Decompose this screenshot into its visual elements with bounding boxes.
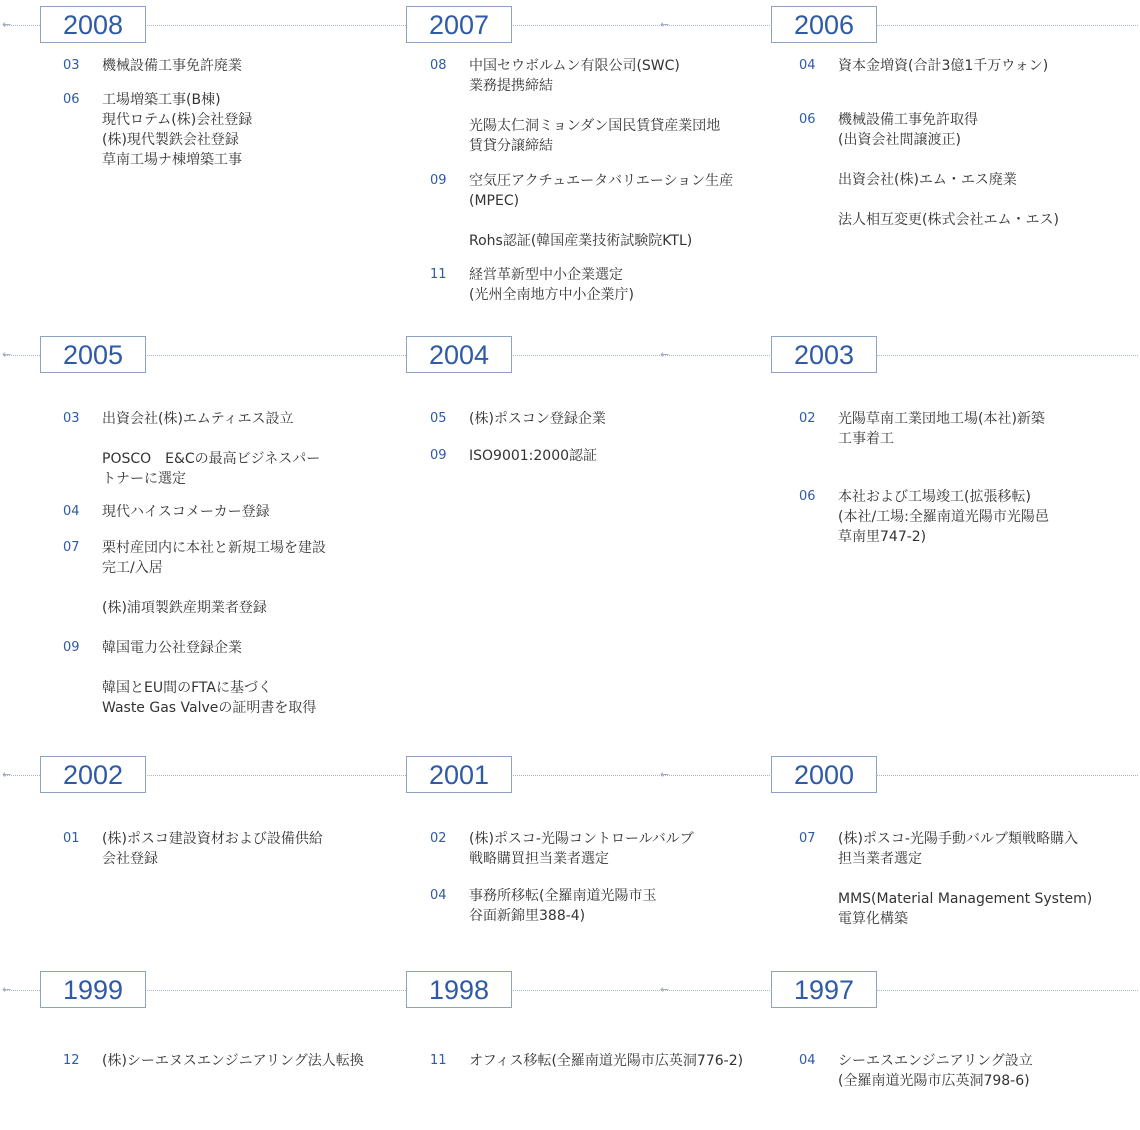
entry-text: 資本金増資(合計3億1千万ウォン)	[838, 58, 1049, 74]
history-entry	[63, 502, 393, 522]
history-entry	[799, 56, 1129, 76]
history-entry	[63, 829, 393, 869]
arrow-left-icon: ←	[660, 18, 670, 31]
arrow-left-icon: ←	[660, 768, 670, 781]
entry-text: 栗村産団内に本社と新規工場を建設	[102, 540, 326, 556]
entry-text: Waste Gas Valveの証明書を取得	[102, 700, 317, 716]
history-entry	[430, 829, 760, 869]
year-label: 2003	[771, 336, 877, 373]
year-label: 2007	[406, 6, 512, 43]
entry-text: 業務提携締結	[469, 78, 553, 94]
history-entry	[430, 446, 760, 466]
year-entries	[799, 1051, 1129, 1091]
entry-month: 09	[63, 640, 80, 655]
history-entry	[799, 110, 1129, 150]
entry-text: POSCO E&Cの最高ビジネスパー	[102, 451, 321, 467]
history-entry	[799, 487, 1129, 547]
history-entry	[430, 409, 760, 429]
year-entries	[430, 56, 760, 305]
entry-month: 07	[799, 831, 816, 846]
entry-text: 韓国電力公社登録企業	[102, 640, 242, 656]
year-label: 2008	[40, 6, 146, 43]
history-entry	[430, 886, 760, 926]
history-entry	[799, 889, 1129, 929]
entry-text: (株)浦項製鉄産期業者登録	[102, 600, 267, 616]
year-label: 2000	[771, 756, 877, 793]
entry-month: 09	[430, 448, 447, 463]
entry-text: 機械設備工事免許廃業	[102, 58, 242, 74]
entry-text: (株)ポスコ-光陽コントロールバルブ	[469, 831, 694, 847]
entry-text: 会社登録	[102, 851, 158, 867]
entry-text: (株)ポスコ-光陽手動バルブ類戦略購入	[838, 831, 1078, 847]
year-entries	[430, 829, 760, 926]
entry-text: 法人相互変更(株式会社エム・エス)	[838, 212, 1059, 228]
entry-text: 戦略購買担当業者選定	[469, 851, 609, 867]
entry-month: 04	[799, 58, 816, 73]
entry-text: (株)ポスコン登録企業	[469, 411, 606, 427]
entry-text: (株)現代製鉄会社登録	[102, 132, 239, 148]
entry-text: (株)シーエヌスエンジニアリング法人転換	[102, 1053, 364, 1069]
entry-text: 草南工場ナ棟増築工事	[102, 152, 242, 168]
timeline-axis	[4, 775, 1138, 776]
history-entry	[799, 409, 1129, 449]
history-entry	[430, 265, 760, 305]
entry-month: 12	[63, 1053, 80, 1068]
arrow-left-icon: ←	[660, 348, 670, 361]
timeline-axis	[4, 990, 1138, 991]
year-label: 2002	[40, 756, 146, 793]
entry-text: 出資会社(株)エムティエス設立	[102, 411, 294, 427]
year-label: 2001	[406, 756, 512, 793]
year-label: 1999	[40, 971, 146, 1008]
entry-month: 09	[430, 173, 447, 188]
year-entries	[799, 409, 1129, 547]
history-entry	[63, 409, 393, 429]
entry-text: Rohs認証(韓国産業技術試験院KTL)	[469, 233, 693, 249]
entry-month: 11	[430, 1053, 447, 1068]
history-entry	[63, 638, 393, 658]
entry-month: 07	[63, 540, 80, 555]
entry-text: 空気圧アクチュエータバリエーション生産	[469, 173, 734, 189]
history-entry	[430, 1051, 760, 1071]
entry-text: 草南里747-2)	[838, 529, 927, 545]
entry-text: 経営革新型中小企業選定	[469, 267, 623, 283]
entry-month: 04	[799, 1053, 816, 1068]
year-entries	[63, 1051, 393, 1071]
year-label: 1998	[406, 971, 512, 1008]
entry-text: 中国セウボルムン有限公司(SWC)	[469, 58, 680, 74]
entry-month: 03	[63, 411, 80, 426]
entry-month: 01	[63, 831, 80, 846]
year-entries	[63, 829, 393, 869]
entry-text: トナーに選定	[102, 471, 186, 487]
entry-text: 工事着工	[838, 431, 894, 447]
year-entries	[799, 56, 1129, 230]
history-entry	[63, 538, 393, 578]
entry-month: 06	[799, 489, 816, 504]
entry-text: (全羅南道光陽市広英洞798-6)	[838, 1073, 1030, 1089]
history-entry	[63, 449, 393, 489]
year-label: 2005	[40, 336, 146, 373]
entry-month: 05	[430, 411, 447, 426]
entry-text: MMS(Material Management System)	[838, 891, 1093, 907]
arrow-left-icon: ←	[2, 768, 12, 781]
entry-text: 事務所移転(全羅南道光陽市玉	[469, 888, 657, 904]
history-entry	[799, 210, 1129, 230]
entry-text: 現代ハイスコメーカー登録	[102, 504, 270, 520]
timeline-axis	[4, 355, 1138, 356]
entry-month: 03	[63, 58, 80, 73]
history-entry	[799, 170, 1129, 190]
history-entry	[63, 1051, 393, 1071]
history-entry	[63, 56, 393, 76]
entry-month: 02	[799, 411, 816, 426]
history-entry	[63, 90, 393, 170]
entry-text: (光州全南地方中小企業庁)	[469, 287, 634, 303]
entry-text: 工場増築工事(B棟)	[102, 92, 221, 108]
entry-text: (MPEC)	[469, 193, 520, 209]
year-entries	[63, 409, 393, 718]
history-entry	[63, 598, 393, 618]
entry-text: 光陽太仁洞ミョンダン国民賃貸産業団地	[469, 118, 721, 134]
entry-text: 光陽草南工業団地工場(本社)新築	[838, 411, 1045, 427]
history-entry	[430, 116, 760, 156]
entry-text: 韓国とEU間のFTAに基づく	[102, 680, 272, 696]
entry-text: 担当業者選定	[838, 851, 922, 867]
history-entry	[430, 56, 760, 96]
entry-text: オフィス移転(全羅南道光陽市広英洞776-2)	[469, 1053, 744, 1069]
entry-month: 06	[799, 112, 816, 127]
entry-text: ISO9001:2000認証	[469, 448, 598, 464]
entry-month: 08	[430, 58, 447, 73]
entry-text: 機械設備工事免許取得	[838, 112, 978, 128]
year-label: 1997	[771, 971, 877, 1008]
arrow-left-icon: ←	[2, 18, 12, 31]
entry-text: 電算化構築	[838, 911, 908, 927]
year-entries	[799, 829, 1129, 929]
year-entries	[63, 56, 393, 170]
year-label: 2004	[406, 336, 512, 373]
entry-text: (出資会社間譲渡正)	[838, 132, 961, 148]
history-entry	[430, 231, 760, 251]
arrow-left-icon: ←	[660, 983, 670, 996]
entry-month: 04	[430, 888, 447, 903]
year-entries	[430, 1051, 760, 1071]
entry-month: 11	[430, 267, 447, 282]
timeline-axis	[4, 25, 1138, 26]
entry-month: 04	[63, 504, 80, 519]
entry-text: (株)ポスコ建設資材および設備供給	[102, 831, 323, 847]
arrow-left-icon: ←	[2, 348, 12, 361]
year-entries	[430, 409, 760, 466]
history-entry	[63, 678, 393, 718]
entry-text: 出資会社(株)エム・エス廃業	[838, 172, 1017, 188]
year-label: 2006	[771, 6, 877, 43]
arrow-left-icon: ←	[2, 983, 12, 996]
entry-text: 現代ロテム(株)会社登録	[102, 112, 253, 128]
entry-month: 02	[430, 831, 447, 846]
entry-text: 賃貸分譲締結	[469, 138, 553, 154]
history-entry	[430, 171, 760, 211]
entry-month: 06	[63, 92, 80, 107]
entry-text: シーエスエンジニアリング設立	[838, 1053, 1033, 1069]
history-entry	[799, 829, 1129, 869]
entry-text: (本社/工場:全羅南道光陽市光陽邑	[838, 509, 1049, 525]
history-entry	[799, 1051, 1129, 1091]
entry-text: 谷面新錦里388-4)	[469, 908, 586, 924]
entry-text: 本社および工場竣工(拡張移転)	[838, 489, 1031, 505]
entry-text: 完工/入居	[102, 560, 163, 576]
